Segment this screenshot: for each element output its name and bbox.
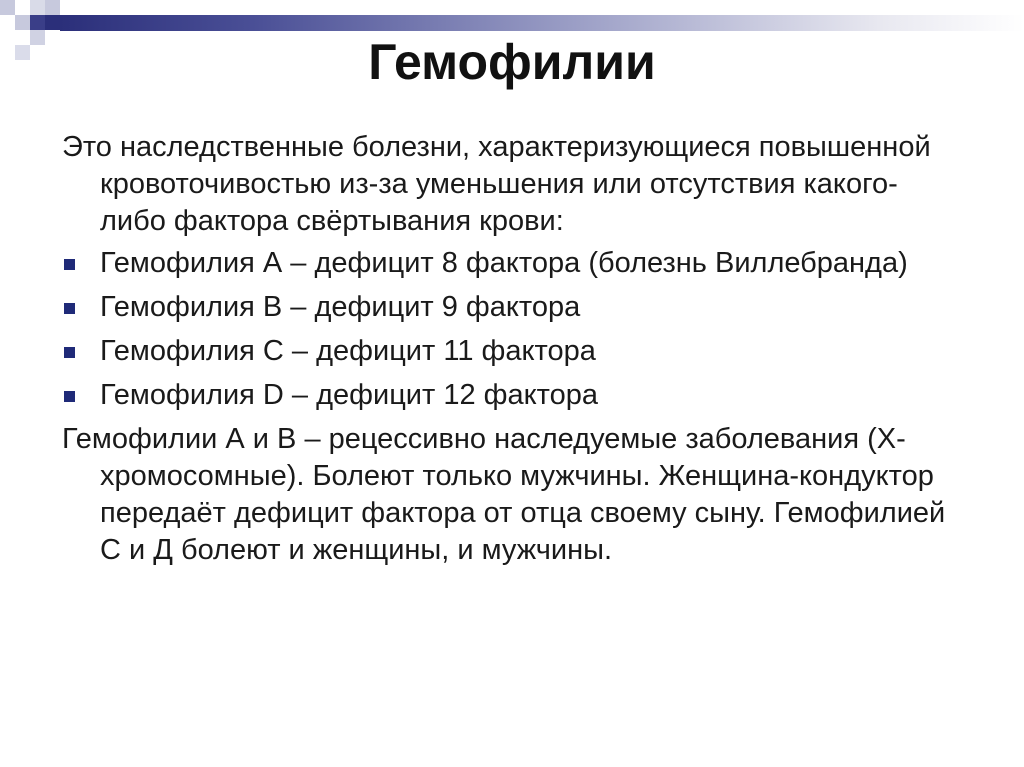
bullet-item (62, 289, 962, 326)
bullet-text: Гемофилия А – дефицит 8 фактора (болезнь Виллебранда) (100, 247, 908, 279)
bullet-text: Гемофилия D – дефицит 12 фактора (100, 379, 598, 411)
decor-square (45, 15, 60, 30)
slide-body (62, 129, 962, 569)
bullet-item (62, 245, 962, 282)
conclusion-paragraph: Гемофилии А и В – рецессивно наследуемые заболевания (Х-хромосомные). Болеют только мужчины. Женщина-кондуктор передаёт дефицит фактора от отца своему сыну. Гемофилией С и Д болеют и женщины, и мужчины. (62, 423, 946, 566)
decor-square (15, 15, 30, 30)
decor-square (0, 0, 15, 15)
square-bullet-icon (64, 347, 75, 358)
slide-title: Гемофилии (368, 34, 656, 90)
square-bullet-icon (64, 391, 75, 402)
bullet-text: Гемофилия С – дефицит 11 фактора (100, 335, 596, 367)
header-gradient-bar (60, 15, 1024, 31)
decor-square (30, 15, 45, 30)
bullet-item (62, 377, 962, 414)
bullet-text: Гемофилия В – дефицит 9 фактора (100, 291, 581, 323)
decor-square (30, 0, 45, 15)
bullet-item (62, 333, 962, 370)
intro-paragraph: Это наследственные болезни, характеризующиеся повышенной кровоточивостью из-за уменьшения или отсутствия какого-либо фактора свёртывания крови: (62, 131, 931, 237)
square-bullet-icon (64, 303, 75, 314)
square-bullet-icon (64, 259, 75, 270)
decor-square (45, 0, 60, 15)
